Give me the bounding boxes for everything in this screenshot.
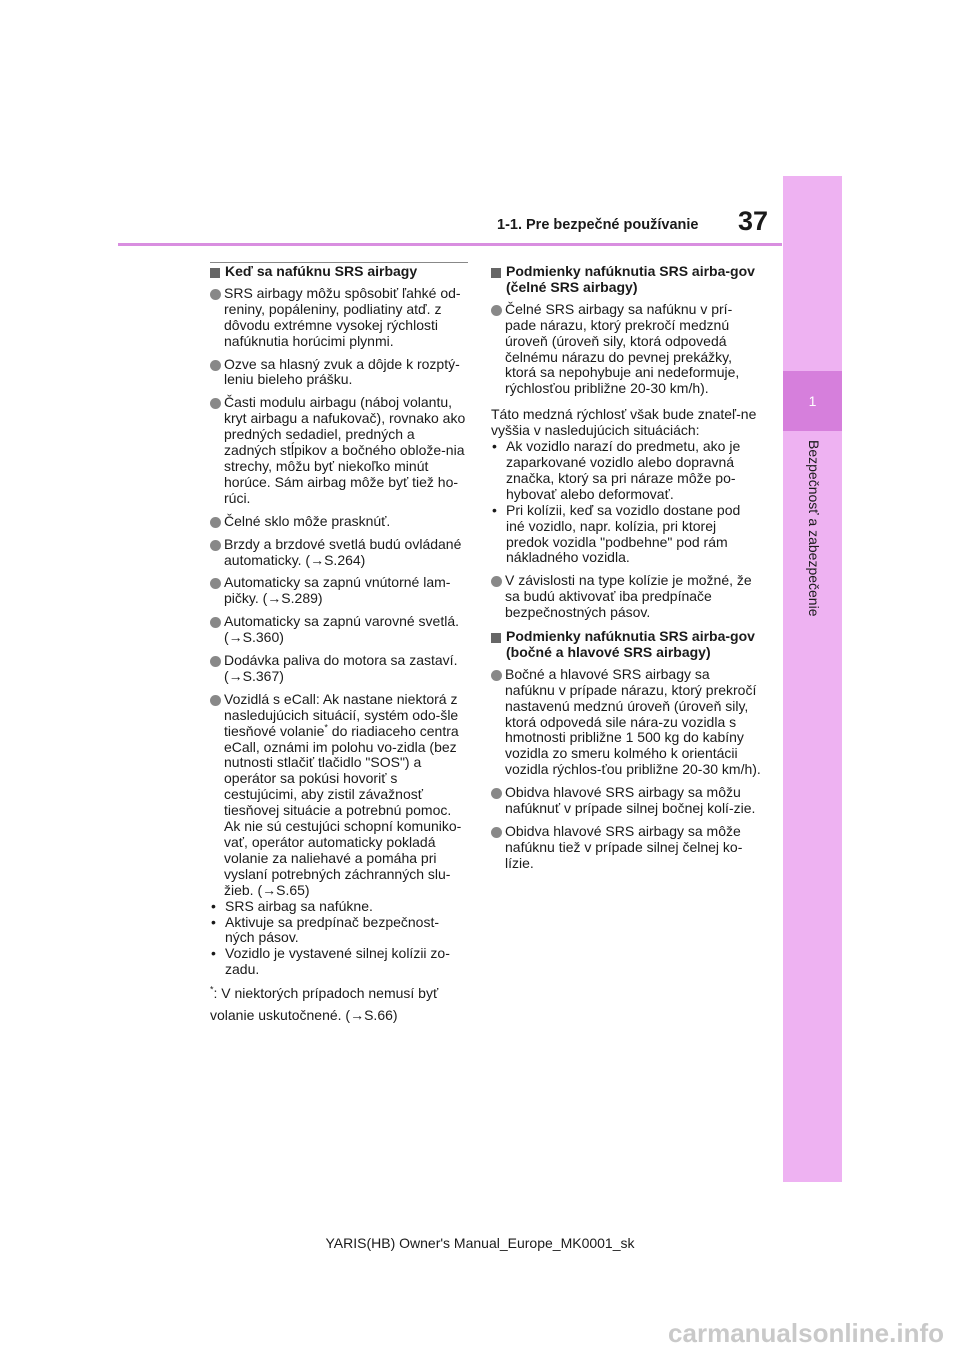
bullet-item: Ozve sa hlasný zvuk a dôjde k rozptý-leniu bieleho prášku. [210,357,468,389]
ecall-text-1: Vozidlá s eCall: Ak nastane niektorá z nasledujúcich situácií, systém odo-šle tiesňové volanie [224,690,459,739]
sub-bullet: • Vozidlo je vystavené silnej kolízii zo-zadu. [210,946,468,978]
bullet-item: Obidva hlavové SRS airbagy sa môže nafúknu tiež v prípade silnej čelnej ko-lízie. [491,824,761,872]
bullet-item: Dodávka paliva do motora sa zastaví. (→S.367) [210,653,468,685]
sub-bullet: • Aktivuje sa predpínač bezpečnost-ných pásov. [210,915,468,947]
bullet-item: Brzdy a brzdové svetlá budú ovládané automaticky. (→S.264) [210,537,468,569]
bullet-item: V závislosti na type kolízie je možné, že sa budú aktivovať iba predpínače bezpečnostných pásov. [491,573,761,621]
section-heading: Podmienky nafúknutia SRS airba-gov (bočné a hlavové SRS airbagy) [491,629,761,661]
side-chapter-tab[interactable] [783,176,842,1182]
sub-bullet: • SRS airbag sa nafúkne. [210,899,468,915]
bullet-item: SRS airbagy môžu spôsobiť ľahké od-reniny, popáleniny, podliatiny atď. z dôvodu extrémne vysokej rýchlosti nafúknutia horúcimi plynmi. [210,286,468,350]
bullet-item-ecall [210,692,468,899]
bullet-item: Obidva hlavové SRS airbagy sa môžu nafúknuť v prípade silnej bočnej kolí-zie. [491,785,761,817]
sub-bullet: • Pri kolízii, keď sa vozidlo dostane pod iné vozidlo, napr. kolízia, pri ktorej predok vozidla "podbehne" pod rám nákladného vozidla. [491,503,761,567]
page-number: 37 [738,206,769,236]
sub-bullet: • Ak vozidlo narazí do predmetu, ako je zaparkované vozidlo alebo dopravná značka, ktorý sa pri náraze môže po-hybovať alebo deformovať. [491,439,761,503]
left-column [210,264,468,1026]
section-heading: Podmienky nafúknutia SRS airba-gov (čelné SRS airbagy) [491,264,761,296]
bullet-item: Automaticky sa zapnú vnútorné lam-pičky. (→S.289) [210,575,468,607]
bullet-item: Bočné a hlavové SRS airbagy sa nafúknu v prípade nárazu, ktorý prekročí nastavenú medznú úroveň (úroveň sily, ktorá odpovedá sile nára-zu vozidla s hmotnosti približne 1 500 kg do kabíny vozidla zo smeru kolmého k orientácii vozidla rýchlos-ťou približne 20-30 km/h). [491,667,761,778]
footnote-marker: * [210,984,214,995]
footer-doc-id: YARIS(HB) Owner's Manual_Europe_MK0001_sk [325,1235,635,1251]
bullet-item: Čelné SRS airbagy sa nafúknu v prí-pade nárazu, ktorý prekročí medznú úroveň (úroveň sily, ktorá odpovedá čelnému nárazu do pevnej prekážky, ktorá sa nepohybuje ani nedeformuje, rýchlosťou približne 20-30 km/h). [491,302,761,397]
bullet-item: Časti modulu airbagu (náboj volantu, kryt airbagu a nafukovač), rovnako ako predných sedadiel, predných a zadných stĺpikov a bočného oblože-nia strechy, môžu byť niekoľko minút horúce. Sám airbag môže byť tiež ho-rúci. [210,395,468,506]
footnote-marker: * [324,722,328,732]
footnote [210,982,468,1026]
paragraph: Táto medzná rýchlosť však bude znateľ-ne vyššia v nasledujúcich situáciách: [491,406,757,439]
section-heading: Keď sa nafúknu SRS airbagy [210,264,468,280]
header-divider [118,243,782,246]
chapter-number[interactable]: 1 [783,371,842,431]
footnote-text: : V niektorých prípadoch nemusí byť volanie uskutočnené. (→S.66) [210,985,439,1024]
bullet-item: Čelné sklo môže prasknúť. [210,514,468,530]
watermark: carmanualsonline.info [668,1318,944,1348]
right-column [491,264,761,879]
ecall-text-2: do riadiaceho centra eCall, oznámi im polohu vo-zidla (bez nutnosti stlačiť tlačidlo "SOS") a operátor sa pokúsi hovoriť s cestujúcimi, aby zistil závažnosť tiesňovej situácie a potrebnú pomoc. Ak nie sú cestujúci schopní komuniko-vať, operátor automaticky pokladá volanie za naliehavé a pomáha pri vyslaní potrebných záchranných slu-žieb. (→S.65) [224,722,462,898]
bullet-item: Automaticky sa zapnú varovné svetlá. (→S.360) [210,614,468,646]
chapter-label: Bezpečnosť a zabezpečenie [806,440,822,617]
section-title: 1-1. Pre bezpečné používanie [497,217,699,233]
